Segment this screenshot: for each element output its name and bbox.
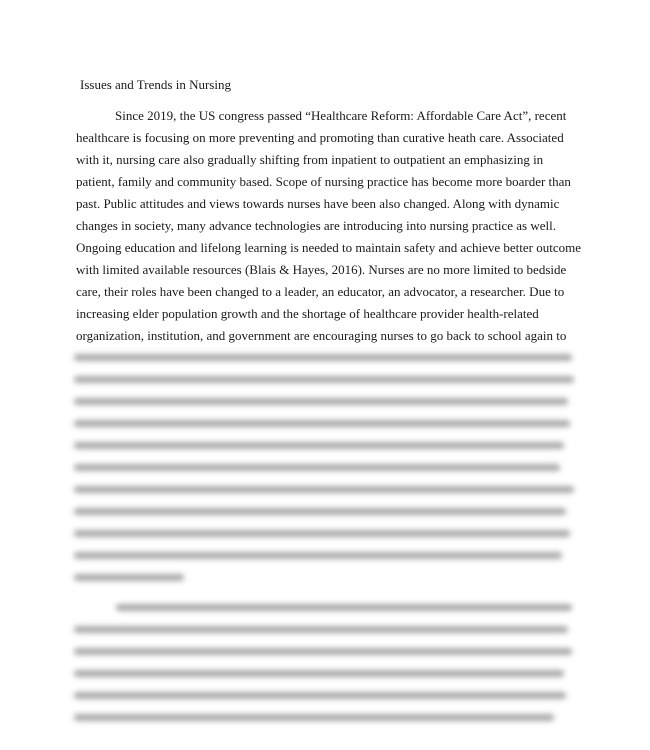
blurred-text-line (116, 604, 572, 611)
paragraph-line: past. Public attitudes and views towards nurses have been also changed. Along with dynamic (76, 196, 560, 211)
paragraph-line: care, their roles have been changed to a leader, an educator, an advocator, a researcher. Due to (76, 284, 565, 299)
blurred-paragraph (74, 350, 574, 590)
blurred-text-line (74, 552, 562, 559)
paragraph-line: patient, family and community based. Scope of nursing practice has become more boarder than (76, 174, 571, 189)
blurred-text-line (74, 648, 572, 655)
blurred-text-line (74, 508, 566, 515)
blurred-text-line (74, 354, 572, 361)
blurred-text-line (74, 574, 184, 581)
paragraph-line: Ongoing education and lifelong learning is needed to maintain safety and achieve better outcome (76, 240, 582, 255)
blurred-text-line (74, 398, 568, 405)
blurred-text-line (74, 626, 568, 633)
document-title: Issues and Trends in Nursing (80, 77, 231, 92)
blurred-text-line (74, 442, 564, 449)
paragraph-line: with limited available resources (Blais & Hayes, 2016). Nurses are no more limited to bedside (76, 262, 567, 277)
blurred-text-line (74, 692, 566, 699)
paragraph-line: Since 2019, the US congress passed “Healthcare Reform: Affordable Care Act”, recent (115, 108, 567, 123)
paragraph-line: organization, institution, and government are encouraging nurses to go back to school again to (76, 328, 567, 343)
blurred-text-line (74, 530, 570, 537)
paragraph-line: changes in society, many advance technologies are introducing into nursing practice as well. (76, 218, 556, 233)
paragraph-line: with it, nursing care also gradually shifting from inpatient to outpatient an emphasizing in (76, 152, 544, 167)
blurred-paragraph (74, 600, 574, 740)
blurred-text-line (74, 420, 570, 427)
paragraph-line: healthcare is focusing on more preventing and promoting than curative heath care. Associated (76, 130, 564, 145)
paragraph-line: increasing elder population growth and the shortage of healthcare provider health-related (76, 306, 539, 321)
blurred-text-line (74, 376, 574, 383)
blurred-text-line (74, 464, 560, 471)
blurred-text-line (74, 714, 554, 721)
blurred-text-line (74, 670, 564, 677)
blurred-text-line (74, 486, 574, 493)
